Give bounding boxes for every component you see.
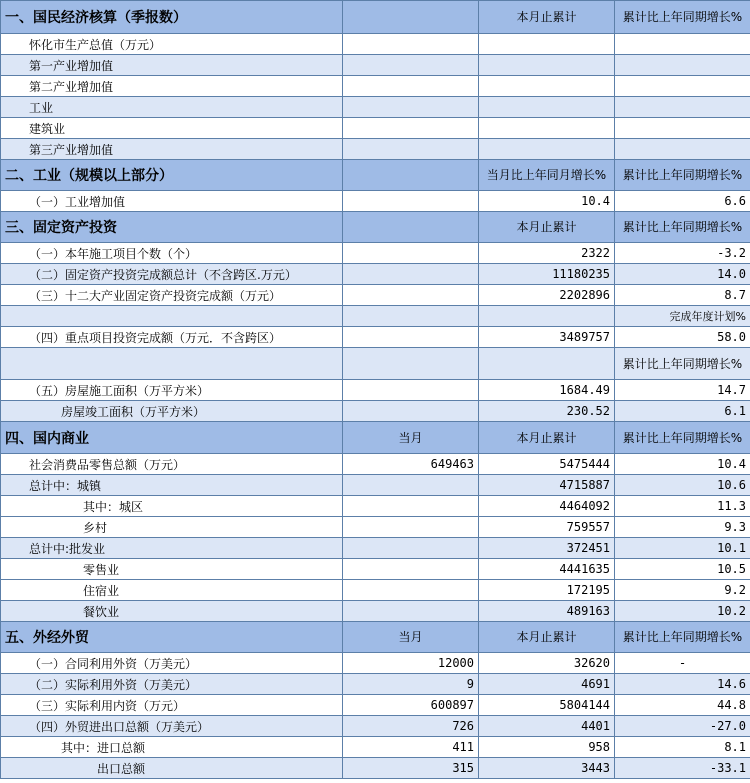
- section-header-3: [1, 212, 750, 243]
- table-row: [1, 475, 750, 496]
- cell-growth: 8.1: [615, 737, 750, 758]
- cell-current-month: [343, 601, 479, 622]
- cell-current-month: 9: [343, 674, 479, 695]
- cell-cumulative: 11180235: [479, 264, 615, 285]
- row-label: 住宿业: [1, 580, 343, 601]
- section-header-5: [1, 622, 750, 653]
- cell-cumulative: 4691: [479, 674, 615, 695]
- cell-cumulative: [479, 306, 615, 327]
- table-row: [1, 601, 750, 622]
- row-label: （二）固定资产投资完成额总计（不含跨区.万元）: [1, 264, 343, 285]
- cell-growth: [615, 118, 750, 139]
- table-row: [1, 327, 750, 348]
- cell-growth: 14.6: [615, 674, 750, 695]
- row-label: 出口总额: [1, 758, 343, 779]
- row-label: （二）实际利用外资（万美元）: [1, 674, 343, 695]
- cell-cumulative: 372451: [479, 538, 615, 559]
- cell-growth: 14.7: [615, 380, 750, 401]
- cell-growth: 10.1: [615, 538, 750, 559]
- cell-growth: 44.8: [615, 695, 750, 716]
- cell-growth: -3.2: [615, 243, 750, 264]
- table-row: [1, 580, 750, 601]
- table-row: [1, 674, 750, 695]
- row-label: [1, 348, 343, 380]
- cell-growth: 6.6: [615, 191, 750, 212]
- section-title: 一、国民经济核算（季报数）: [1, 1, 343, 34]
- cell-cumulative: 3443: [479, 758, 615, 779]
- column-header-current-month: 当月: [343, 622, 479, 653]
- subheader-plan-completion: 完成年度计划%: [615, 306, 750, 327]
- column-header-growth: 累计比上年同期增长%: [615, 1, 750, 34]
- table-row: [1, 285, 750, 306]
- column-header-growth: 累计比上年同期增长%: [615, 622, 750, 653]
- row-label: （一）工业增加值: [1, 191, 343, 212]
- cell-current-month: [343, 191, 479, 212]
- cell-cumulative: [479, 118, 615, 139]
- cell-growth: 11.3: [615, 496, 750, 517]
- cell-cumulative: 5475444: [479, 454, 615, 475]
- cell-current-month: [343, 538, 479, 559]
- row-label: 第三产业增加值: [1, 139, 343, 160]
- cell-growth: 10.4: [615, 454, 750, 475]
- column-header-growth: 累计比上年同期增长%: [615, 160, 750, 191]
- row-label: （五）房屋施工面积（万平方米）: [1, 380, 343, 401]
- cell-current-month: [343, 34, 479, 55]
- table-row: [1, 348, 750, 380]
- row-label: 总计中：城镇: [1, 475, 343, 496]
- cell-current-month: 411: [343, 737, 479, 758]
- table-row: [1, 380, 750, 401]
- cell-growth: [615, 139, 750, 160]
- table-row: [1, 401, 750, 422]
- row-label: 第二产业增加值: [1, 76, 343, 97]
- row-label: 乡村: [1, 517, 343, 538]
- row-label: （四）外贸进出口总额（万美元）: [1, 716, 343, 737]
- cell-current-month: 12000: [343, 653, 479, 674]
- table-row: [1, 716, 750, 737]
- row-label: 社会消费品零售总额（万元）: [1, 454, 343, 475]
- cell-growth: [615, 76, 750, 97]
- section-header-1: [1, 1, 750, 34]
- cell-current-month: [343, 306, 479, 327]
- cell-cumulative: 1684.49: [479, 380, 615, 401]
- column-header-current-month: [343, 1, 479, 34]
- cell-current-month: [343, 264, 479, 285]
- cell-cumulative: [479, 34, 615, 55]
- cell-cumulative: 759557: [479, 517, 615, 538]
- cell-cumulative: 3489757: [479, 327, 615, 348]
- cell-cumulative: 958: [479, 737, 615, 758]
- cell-growth: 6.1: [615, 401, 750, 422]
- cell-current-month: [343, 496, 479, 517]
- cell-current-month: [343, 243, 479, 264]
- row-label: 其中：城区: [1, 496, 343, 517]
- cell-growth: 10.2: [615, 601, 750, 622]
- cell-growth: 8.7: [615, 285, 750, 306]
- row-label: （三）实际利用内资（万元）: [1, 695, 343, 716]
- cell-cumulative: 10.4: [479, 191, 615, 212]
- table-row: [1, 55, 750, 76]
- cell-cumulative: [479, 348, 615, 380]
- table-row: [1, 559, 750, 580]
- row-label: （四）重点项目投资完成额（万元．不含跨区）: [1, 327, 343, 348]
- cell-current-month: 315: [343, 758, 479, 779]
- column-header-cumulative: 本月止累计: [479, 422, 615, 454]
- row-label: 其中：进口总额: [1, 737, 343, 758]
- cell-current-month: [343, 76, 479, 97]
- cell-growth: -: [615, 653, 750, 674]
- column-header-cumulative: 本月止累计: [479, 622, 615, 653]
- table-row: [1, 758, 750, 779]
- section-header-4: [1, 422, 750, 454]
- table-row: [1, 454, 750, 475]
- row-label: 总计中:批发业: [1, 538, 343, 559]
- cell-current-month: 649463: [343, 454, 479, 475]
- cell-current-month: [343, 97, 479, 118]
- table-row: [1, 653, 750, 674]
- column-header-cumulative: 本月止累计: [479, 212, 615, 243]
- table-row: [1, 139, 750, 160]
- cell-cumulative: [479, 139, 615, 160]
- cell-cumulative: 2202896: [479, 285, 615, 306]
- cell-growth: 10.6: [615, 475, 750, 496]
- table-row: [1, 264, 750, 285]
- table-row: [1, 97, 750, 118]
- row-label: 零售业: [1, 559, 343, 580]
- row-label: 餐饮业: [1, 601, 343, 622]
- cell-growth: [615, 34, 750, 55]
- row-label: （一）合同利用外资（万美元）: [1, 653, 343, 674]
- cell-current-month: 600897: [343, 695, 479, 716]
- cell-current-month: [343, 348, 479, 380]
- cell-cumulative: [479, 55, 615, 76]
- cell-growth: 10.5: [615, 559, 750, 580]
- cell-cumulative: 2322: [479, 243, 615, 264]
- cell-growth: 9.2: [615, 580, 750, 601]
- section-header-2: [1, 160, 750, 191]
- column-header-current-month: [343, 212, 479, 243]
- table-row: [1, 118, 750, 139]
- table-row: [1, 695, 750, 716]
- cell-current-month: [343, 55, 479, 76]
- cell-cumulative: 4464092: [479, 496, 615, 517]
- row-label: 工业: [1, 97, 343, 118]
- table-row: [1, 243, 750, 264]
- table-row: [1, 496, 750, 517]
- cell-cumulative: 4441635: [479, 559, 615, 580]
- cell-growth: 9.3: [615, 517, 750, 538]
- table-row: [1, 76, 750, 97]
- section-title: 五、外经外贸: [1, 622, 343, 653]
- cell-cumulative: [479, 76, 615, 97]
- column-header-cumulative: 本月止累计: [479, 1, 615, 34]
- cell-cumulative: 489163: [479, 601, 615, 622]
- cell-cumulative: 4401: [479, 716, 615, 737]
- cell-current-month: [343, 517, 479, 538]
- cell-current-month: [343, 580, 479, 601]
- row-label: （三）十二大产业固定资产投资完成额（万元）: [1, 285, 343, 306]
- table-row: [1, 191, 750, 212]
- table-row: [1, 34, 750, 55]
- cell-current-month: [343, 475, 479, 496]
- section-title: 三、固定资产投资: [1, 212, 343, 243]
- cell-growth: -27.0: [615, 716, 750, 737]
- column-header-growth: 累计比上年同期增长%: [615, 212, 750, 243]
- cell-growth: -33.1: [615, 758, 750, 779]
- section-title: 四、国内商业: [1, 422, 343, 454]
- cell-current-month: [343, 559, 479, 580]
- cell-growth: 58.0: [615, 327, 750, 348]
- cell-cumulative: [479, 97, 615, 118]
- cell-cumulative: 172195: [479, 580, 615, 601]
- row-label: [1, 306, 343, 327]
- cell-current-month: 726: [343, 716, 479, 737]
- column-header-month-growth: 当月比上年同月增长%: [479, 160, 615, 191]
- table-row: [1, 737, 750, 758]
- cell-current-month: [343, 380, 479, 401]
- cell-growth: 14.0: [615, 264, 750, 285]
- cell-current-month: [343, 401, 479, 422]
- table-row: [1, 538, 750, 559]
- table-row: [1, 306, 750, 327]
- row-label: 第一产业增加值: [1, 55, 343, 76]
- cell-cumulative: 32620: [479, 653, 615, 674]
- row-label: 建筑业: [1, 118, 343, 139]
- cell-current-month: [343, 139, 479, 160]
- row-label: （一）本年施工项目个数（个）: [1, 243, 343, 264]
- cell-growth: [615, 55, 750, 76]
- section-title: 二、工业（规模以上部分）: [1, 160, 343, 191]
- subheader-growth: 累计比上年同期增长%: [615, 348, 750, 380]
- cell-current-month: [343, 285, 479, 306]
- row-label: 怀化市生产总值（万元）: [1, 34, 343, 55]
- cell-growth: [615, 97, 750, 118]
- column-header-growth: 累计比上年同期增长%: [615, 422, 750, 454]
- cell-cumulative: 5804144: [479, 695, 615, 716]
- row-label: 房屋竣工面积（万平方米）: [1, 401, 343, 422]
- column-header-current-month: 当月: [343, 422, 479, 454]
- table-row: [1, 517, 750, 538]
- cell-current-month: [343, 327, 479, 348]
- cell-current-month: [343, 118, 479, 139]
- column-header-current-month: [343, 160, 479, 191]
- cell-cumulative: 4715887: [479, 475, 615, 496]
- cell-cumulative: 230.52: [479, 401, 615, 422]
